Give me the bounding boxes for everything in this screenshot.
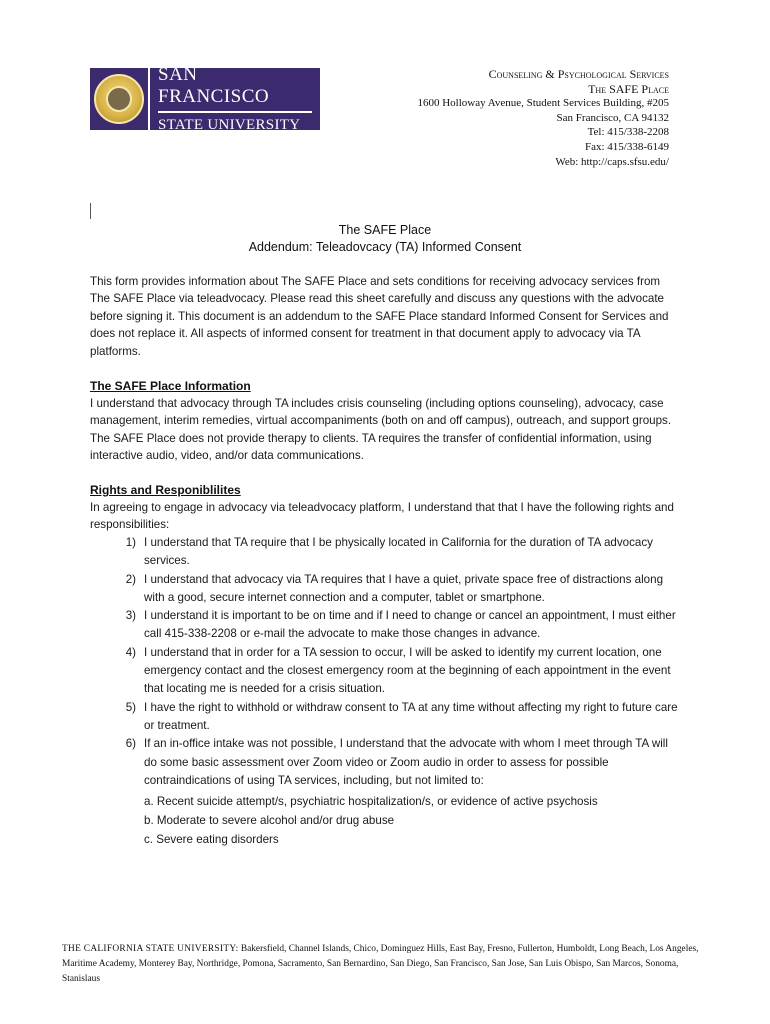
- web-line: Web: http://caps.sfsu.edu/: [555, 155, 669, 168]
- footer-campuses-1: Bakersfield, Channel Islands, Chico, Dominguez Hills, East Bay, Fresno, Fullerton, Humboldt, Long Beach, Los Angeles,: [240, 944, 699, 954]
- department-name: Counseling & Psychological Services: [488, 67, 669, 81]
- sub-list-item: c. Severe eating disorders: [144, 833, 279, 847]
- city-line: San Francisco, CA 94132: [556, 111, 669, 124]
- phone-line: Tel: 415/338-2208: [587, 126, 669, 139]
- logo-line-2: STATE UNIVERSITY: [158, 116, 301, 133]
- fax-line: Fax: 415/338-6149: [584, 140, 669, 153]
- list-item: 3) I understand it is important to be on time and if I need to change or cancel an appointment, I must either call 415-338-2208 or e-mail the advocate to make those changes in advance.: [125, 609, 676, 641]
- rights-intro: In agreeing to engage in advocacy via teleadvocacy platform, I understand that that I have the following rights and responsibilities:: [90, 501, 674, 532]
- address-line: 1600 Holloway Avenue, Student Services Building, #205: [417, 97, 669, 110]
- footer-system-name: THE CALIFORNIA STATE UNIVERSITY:: [62, 944, 239, 954]
- text-cursor-mark: [90, 203, 91, 219]
- seal-icon: [90, 68, 148, 130]
- rights-heading: Rights and Responiblilites: [90, 483, 241, 497]
- info-heading: The SAFE Place Information: [90, 379, 251, 393]
- info-paragraph: I understand that advocacy through TA includes crisis counseling (including options counseling), advocacy, case management, interim remedies, virtual accompaniments (both on and off campus), outreach, and support groups. The SAFE Place does not provide therapy to clients. TA requires the transfer of confidential information, using interactive audio, video, and/or data communications.: [90, 397, 672, 463]
- list-item: 1) I understand that TA require that I be physically located in California for the duration of TA advocacy services.: [125, 536, 653, 568]
- rights-list: [90, 534, 682, 849]
- university-logo: [90, 63, 320, 133]
- list-item: 6) If an in-office intake was not possible, I understand that the advocate with whom I meet through TA will do some basic assessment over Zoom video or Zoom audio in order to assess for possible contraindications of using TA services, including, but not limited to: a. Recent suicide attempt/s, psychiatric hospitalization/s, or evidence of active psychosis b. Moderate to severe alcohol and/or drug abuse c. Severe eating disorders: [90, 735, 682, 849]
- program-name: The SAFE Place: [588, 81, 669, 96]
- document-title: The SAFE Place: [338, 223, 432, 237]
- list-item: 4) I understand that in order for a TA session to occur, I will be asked to identify my current location, one emergency contact and the closest emergency room at the beginning of each appointment in the event that locating me is needed for a crisis situation.: [125, 645, 671, 696]
- logo-line-1: SAN FRANCISCO: [158, 64, 312, 113]
- footer: [62, 942, 708, 987]
- document-subtitle: Addendum: Teleadovcacy (TA) Informed Consent: [248, 240, 522, 254]
- contact-block: [349, 67, 669, 169]
- list-item: 5) I have the right to withhold or withdraw consent to TA at any time without affecting my right to future care or treatment.: [125, 700, 678, 732]
- contraindications-list: [144, 792, 682, 849]
- list-item: 2) I understand that advocacy via TA requires that I have a quiet, private space free of distractions along with a good, secure internet connection and a computer, tablet or smartphone.: [125, 572, 664, 604]
- intro-paragraph: This form provides information about The SAFE Place and sets conditions for receiving advocacy services from The SAFE Place via teleadvocacy. Please read this sheet carefully and discuss any questions with the advocate before signing it. This document is an addendum to the SAFE Place standard Informed Consent for Services and does not replace it. All aspects of informed consent for treatment in that document apply to advocacy via TA platforms.: [90, 275, 669, 358]
- sub-list-item: a. Recent suicide attempt/s, psychiatric hospitalization/s, or evidence of active psychosis: [144, 795, 598, 809]
- footer-campuses-2: Maritime Academy, Monterey Bay, Northridge, Pomona, Sacramento, San Bernardino, San Diego, San Francisco, San Jose, San Luis Obispo, San Marcos, Sonoma, Stanislaus: [62, 959, 679, 984]
- sub-list-item: b. Moderate to severe alcohol and/or drug abuse: [144, 814, 395, 828]
